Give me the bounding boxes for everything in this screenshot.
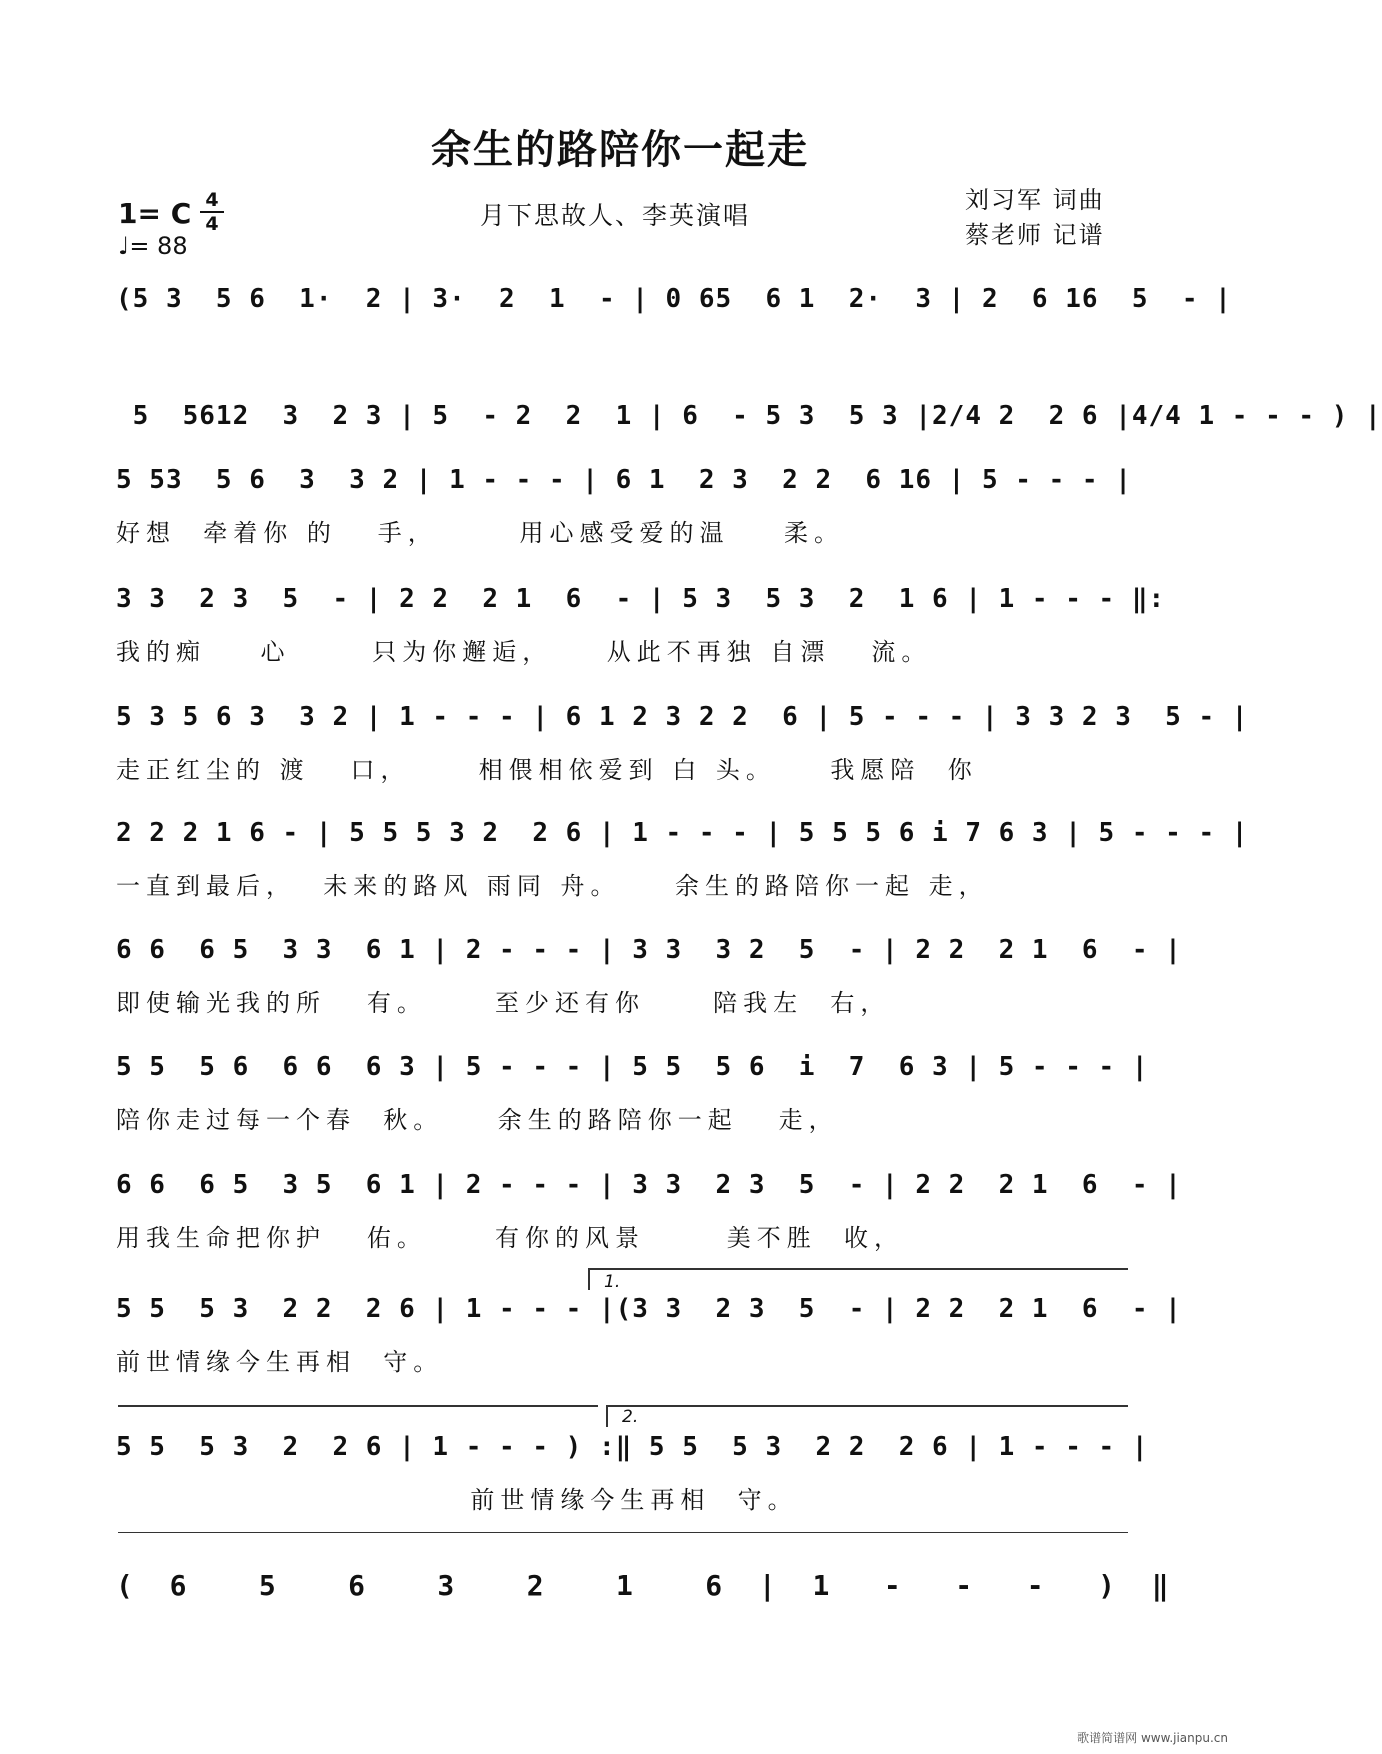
row-lyrics: 走正红尘的 渡 口， 相偎相依爱到 白 头。 我愿陪 你 <box>116 756 978 784</box>
row-notes: 5 53 5 6 3 3 2 | 1 - - - | 6 1 2 3 2 2 6 16 | 5 - - - | <box>116 465 1132 495</box>
score-row <box>116 584 1166 684</box>
time-signature <box>200 190 224 234</box>
row-lyrics: 陪你走过每一个春 秋。 余生的路陪你一起 走， <box>116 1106 839 1134</box>
row-lyrics: 前世情缘今生再相 守。 <box>116 1486 798 1514</box>
row-lyrics: 我的痴 心 只为你邂逅， 从此不再独 自漂 流。 <box>116 638 932 666</box>
row-notes: ( 6 5 6 3 2 1 6 | 1 - - - ) ‖ <box>116 1569 1170 1602</box>
performer-subtitle: 月下思故人、李英演唱 <box>480 201 751 230</box>
score-row <box>116 935 1182 1035</box>
credit-transcriber: 蔡老师 记谱 <box>965 221 1105 249</box>
score-row <box>116 702 1249 802</box>
volta-2-label: 2. <box>622 1407 639 1427</box>
row-lyrics: 前世情缘今生再相 守。 <box>116 1348 444 1376</box>
score-row <box>116 1294 1182 1394</box>
row-notes: 5 5 5 3 2 2 6 | 1 - - - ) :‖ 5 5 5 3 2 2 2 6 | 1 - - - | <box>116 1432 1149 1462</box>
row-notes: 5 3 5 6 3 3 2 | 1 - - - | 6 1 2 3 2 2 6 | 5 - - - | 3 3 2 3 5 - | <box>116 702 1249 732</box>
site-watermark: 歌谱简谱网 www.jianpu.cn <box>1077 1731 1228 1745</box>
coda-rule <box>118 1532 1128 1533</box>
volta-1-continuation <box>118 1405 598 1407</box>
score-row <box>116 284 1232 384</box>
score-row <box>116 818 1249 918</box>
row-lyrics: 用我生命把你护 佑。 有你的风景 美不胜 收， <box>116 1224 905 1252</box>
score-row-coda <box>116 1569 1170 1669</box>
row-lyrics: 好想 牵着你 的 手， 用心感受爱的温 柔。 <box>116 519 845 547</box>
tempo-marking: ♩= 88 <box>118 232 188 260</box>
row-notes: (5 3 5 6 1· 2 | 3· 2 1 - | 0 65 6 1 2· 3 | 2 6 16 5 - | <box>116 284 1232 314</box>
score-row <box>116 1052 1149 1152</box>
row-notes: 5 5 5 3 2 2 2 6 | 1 - - - |(3 3 2 3 5 - | 2 2 2 1 6 - | <box>116 1294 1182 1324</box>
volta-1-label: 1. <box>604 1272 621 1292</box>
song-title: 余生的路陪你一起走 <box>431 127 809 173</box>
score-row <box>116 1432 1149 1532</box>
row-lyrics: 即使输光我的所 有。 至少还有你 陪我左 右， <box>116 989 891 1017</box>
row-notes: 6 6 6 5 3 3 6 1 | 2 - - - | 3 3 3 2 5 - | 2 2 2 1 6 - | <box>116 935 1182 965</box>
row-notes: 6 6 6 5 3 5 6 1 | 2 - - - | 3 3 2 3 5 - | 2 2 2 1 6 - | <box>116 1170 1182 1200</box>
volta-2-bracket-hook <box>606 1405 608 1427</box>
row-notes: 5 5 5 6 6 6 6 3 | 5 - - - | 5 5 5 6 i 7 6 3 | 5 - - - | <box>116 1052 1149 1082</box>
time-signature-bottom: 4 <box>205 213 219 235</box>
score-row <box>116 1170 1182 1270</box>
volta-2-bracket <box>606 1405 1128 1407</box>
row-notes: 3 3 2 3 5 - | 2 2 2 1 6 - | 5 3 5 3 2 1 6 | 1 - - - ‖: <box>116 584 1166 614</box>
row-notes: 5 5612 3 2 3 | 5 - 2 2 1 | 6 - 5 3 5 3 |2/4 2 2 6 |4/4 1 - - - ) | <box>116 401 1382 431</box>
key-signature: 1= C <box>118 197 192 230</box>
volta-1-bracket-hook <box>588 1268 590 1290</box>
row-notes: 2 2 2 1 6 - | 5 5 5 3 2 2 6 | 1 - - - | 5 5 5 6 i 7 6 3 | 5 - - - | <box>116 818 1249 848</box>
credit-lyrics-music: 刘习军 词曲 <box>965 186 1105 214</box>
volta-1-bracket <box>588 1268 1128 1270</box>
score-row <box>116 465 1132 565</box>
row-lyrics: 一直到最后， 未来的路风 雨同 舟。 余生的路陪你一起 走， <box>116 872 989 900</box>
time-signature-top: 4 <box>205 189 219 211</box>
